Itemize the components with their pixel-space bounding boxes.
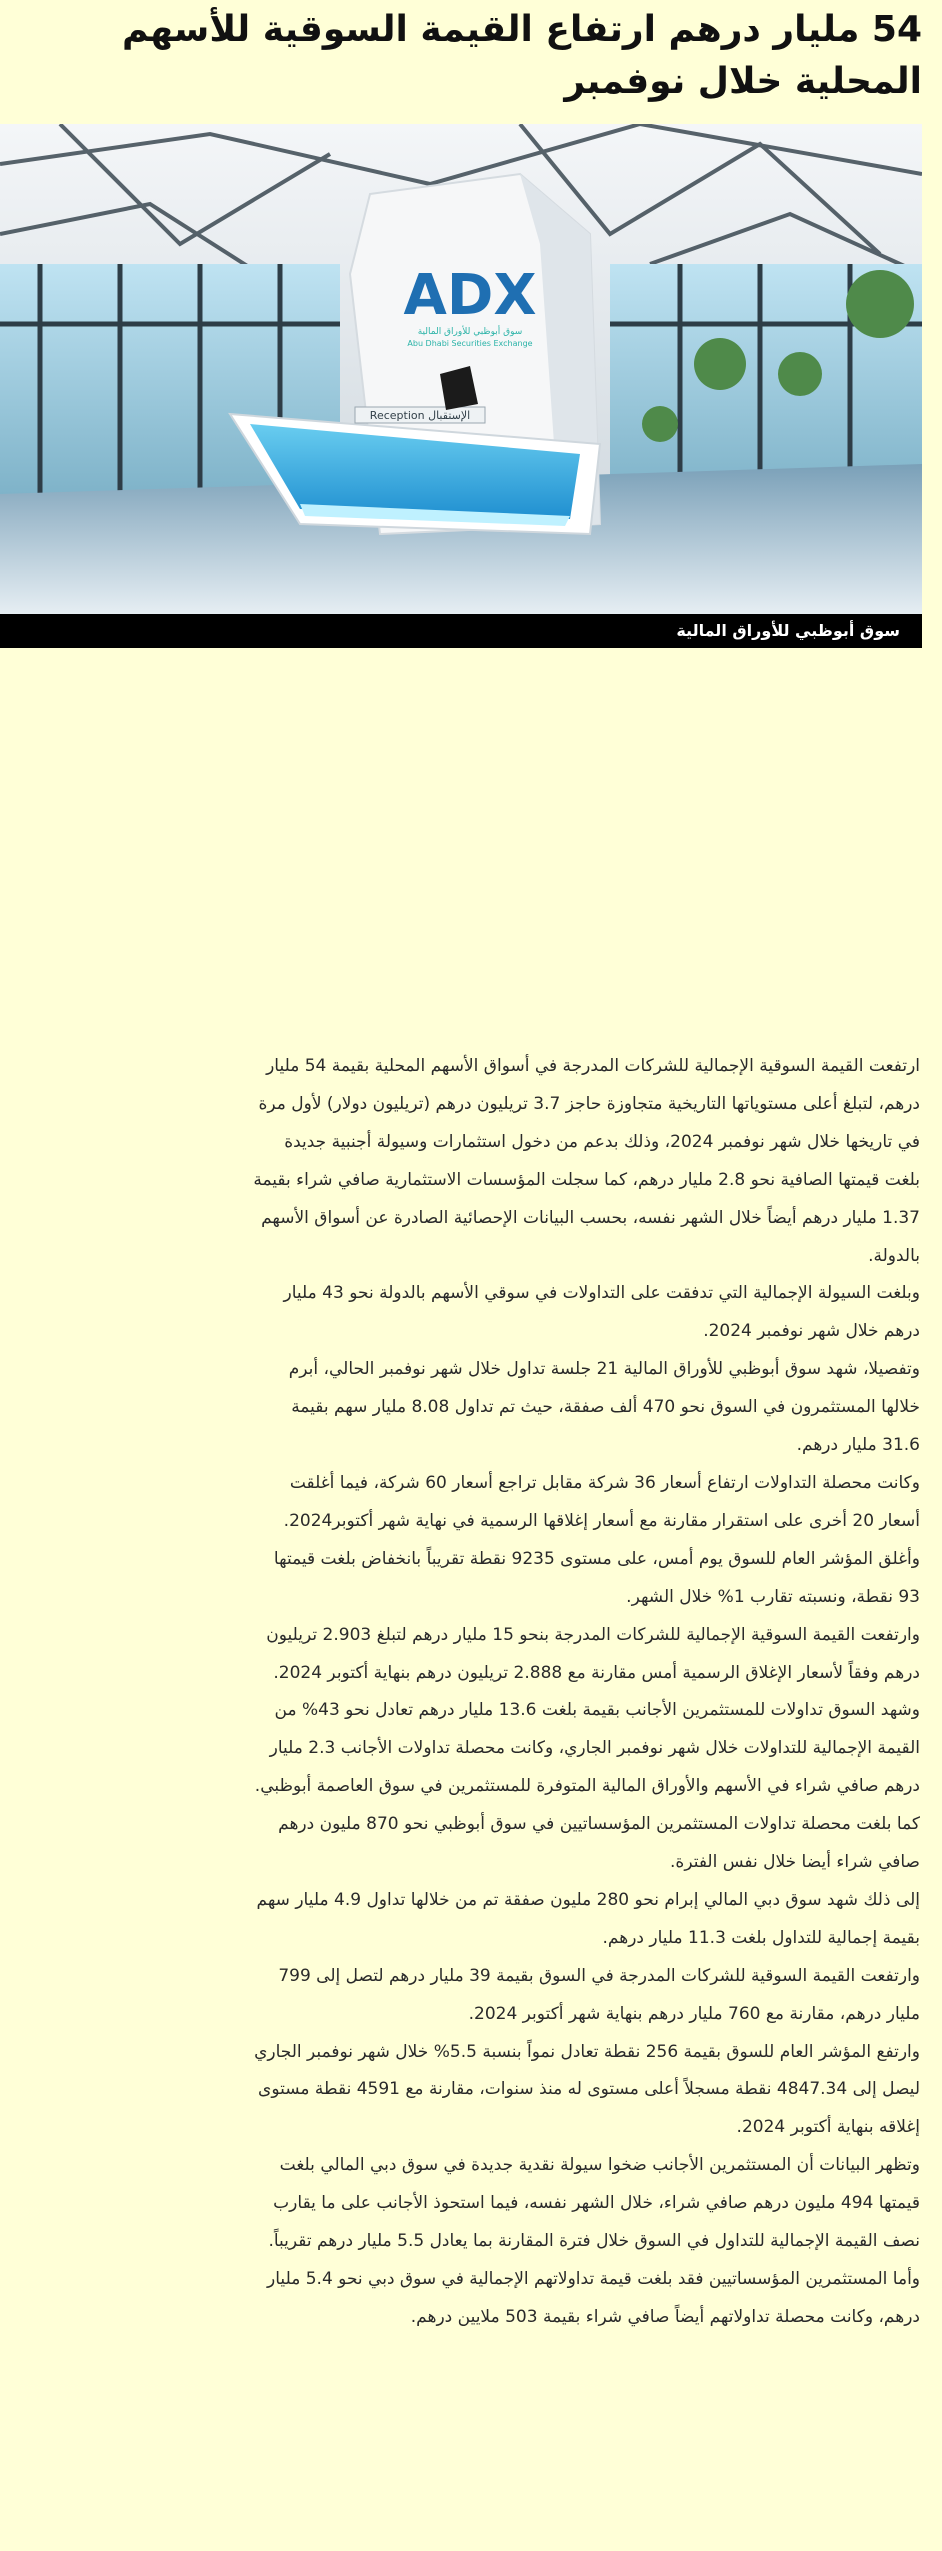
article-paragraph: وارتفعت القيمة السوقية الإجمالية للشركات المدرجة بنحو 15 مليار درهم لتبلغ 2.903 تريليون درهم وفقاً لأسعار الإغلاق الرسمية أمس مقارنة مع 2.888 تريليون درهم بنهاية أكتوبر 2024. [266, 1624, 920, 1683]
article-paragraph: وتفصيلا، شهد سوق أبوظبي للأوراق المالية 21 جلسة تداول خلال شهر نوفمبر الحالي، أبرم خلالها المستثمرون في السوق نحو 470 ألف صفقة، حيث تم تداول 8.08 مليار سهم بقيمة 31.6 مليار درهم. [288, 1359, 920, 1456]
article-paragraph: وشهد السوق تداولات للمستثمرين الأجانب بقيمة بلغت 13.6 مليار درهم تعادل نحو 43% من القيمة الإجمالية للتداولات خلال شهر نوفمبر الجاري، وكانت محصلة تداولات الأجانب 2.3 مليار درهم صافي شراء في الأسهم والأوراق المالية المتوفرة للمستثمرين في سوق العاصمة أبوظبي. [254, 1700, 920, 1797]
article-paragraph: وبلغت السيولة الإجمالية التي تدفقت على التداولات في سوقي الأسهم بالدولة نحو 43 مليار درهم خلال شهر نوفمبر 2024. [283, 1283, 920, 1342]
article-paragraph: وارتفعت القيمة السوقية للشركات المدرجة في السوق بقيمة 39 مليار درهم لتصل إلى 799 مليار درهم، مقارنة مع 760 مليار درهم بنهاية شهر أكتوبر 2024. [278, 1965, 920, 2024]
adx-reception-photo [0, 124, 922, 614]
article-body [252, 1048, 920, 2337]
article-paragraph: وكانت محصلة التداولات ارتفاع أسعار 36 شركة مقابل تراجع أسعار 60 شركة، فيما أغلقت أسعار 20 أخرى على استقرار مقارنة مع أسعار إغلاقها الرسمية في نهاية شهر أكتوبر2024. [283, 1472, 920, 1531]
article-figure [0, 124, 922, 648]
article-headline: 54 مليار درهم ارتفاع القيمة السوقية للأسهم المحلية خلال نوفمبر [121, 9, 922, 102]
image-caption: سوق أبوظبي للأوراق المالية [0, 614, 922, 648]
adx-logo-subtitle-ar: سوق أبوظبي للأوراق المالية [417, 327, 523, 337]
article-paragraph: ارتفعت القيمة السوقية الإجمالية للشركات المدرجة في أسواق الأسهم المحلية بقيمة 54 مليار درهم، لتبلغ أعلى مستوياتها التاريخية متجاوزة حاجز 3.7 تريليون درهم (تريليون دولار) لأول مرة في تاريخها خلال شهر نوفمبر 2024، وذلك بدعم من دخول استثمارات وسيولة أجنبية جديدة بلغت قيمتها الصافية نحو 2.8 مليار درهم، كما سجلت المؤسسات الاستثمارية صافي شراء بقيمة 1.37 مليار درهم أيضاً خلال الشهر نفسه، بحسب البيانات الإحصائية الصادرة عن أسواق الأسهم بالدولة. [253, 1056, 920, 1266]
article-paragraph: وأغلق المؤشر العام للسوق يوم أمس، على مستوى 9235 نقطة تقريباً بانخفاض بلغت قيمتها 93 نقطة، ونسبته تقارب 1% خلال الشهر. [273, 1548, 920, 1607]
adx-logo-subtitle-en: Abu Dhabi Securities Exchange [407, 339, 533, 348]
article-paragraph: إلى ذلك شهد سوق دبي المالي إبرام نحو 280 مليون صفقة تم من خلالها تداول 4.9 مليار سهم بقيمة إجمالية للتداول بلغت 11.3 مليار درهم. [256, 1889, 920, 1948]
article-paragraph: وارتفع المؤشر العام للسوق بقيمة 256 نقطة تعادل نمواً بنسبة 5.5% خلال شهر نوفمبر الجاري ليصل إلى 4847.34 نقطة مسجلاً أعلى مستوى له منذ سنوات، مقارنة مع 4591 نقطة مستوى إغلاقه بنهاية أكتوبر 2024. [254, 2041, 920, 2138]
article-paragraph: كما بلغت محصلة تداولات المستثمرين المؤسساتيين في سوق أبوظبي نحو 870 مليون درهم صافي شراء أيضا خلال نفس الفترة. [278, 1814, 920, 1873]
article-paragraph: وأما المستثمرين المؤسساتيين فقد بلغت قيمة تداولاتهم الإجمالية في سوق دبي نحو 5.4 مليار درهم، وكانت محصلة تداولاتهم أيضاً صافي شراء بقيمة 503 ملايين درهم. [267, 2269, 920, 2327]
adx-logo: ADX [403, 263, 537, 328]
article-paragraph: وتظهر البيانات أن المستثمرين الأجانب ضخوا سيولة نقدية جديدة في سوق دبي المالي بلغت قيمتها 494 مليون درهم صافي شراء، خلال الشهر نفسه، فيما استحوذ الأجانب على ما يقارب نصف القيمة الإجمالية للتداول في السوق خلال فترة المقارنة بما يعادل 5.5 مليار درهم تقريباً. [268, 2155, 920, 2252]
desk-sign: الإستقبال Reception [369, 409, 471, 422]
